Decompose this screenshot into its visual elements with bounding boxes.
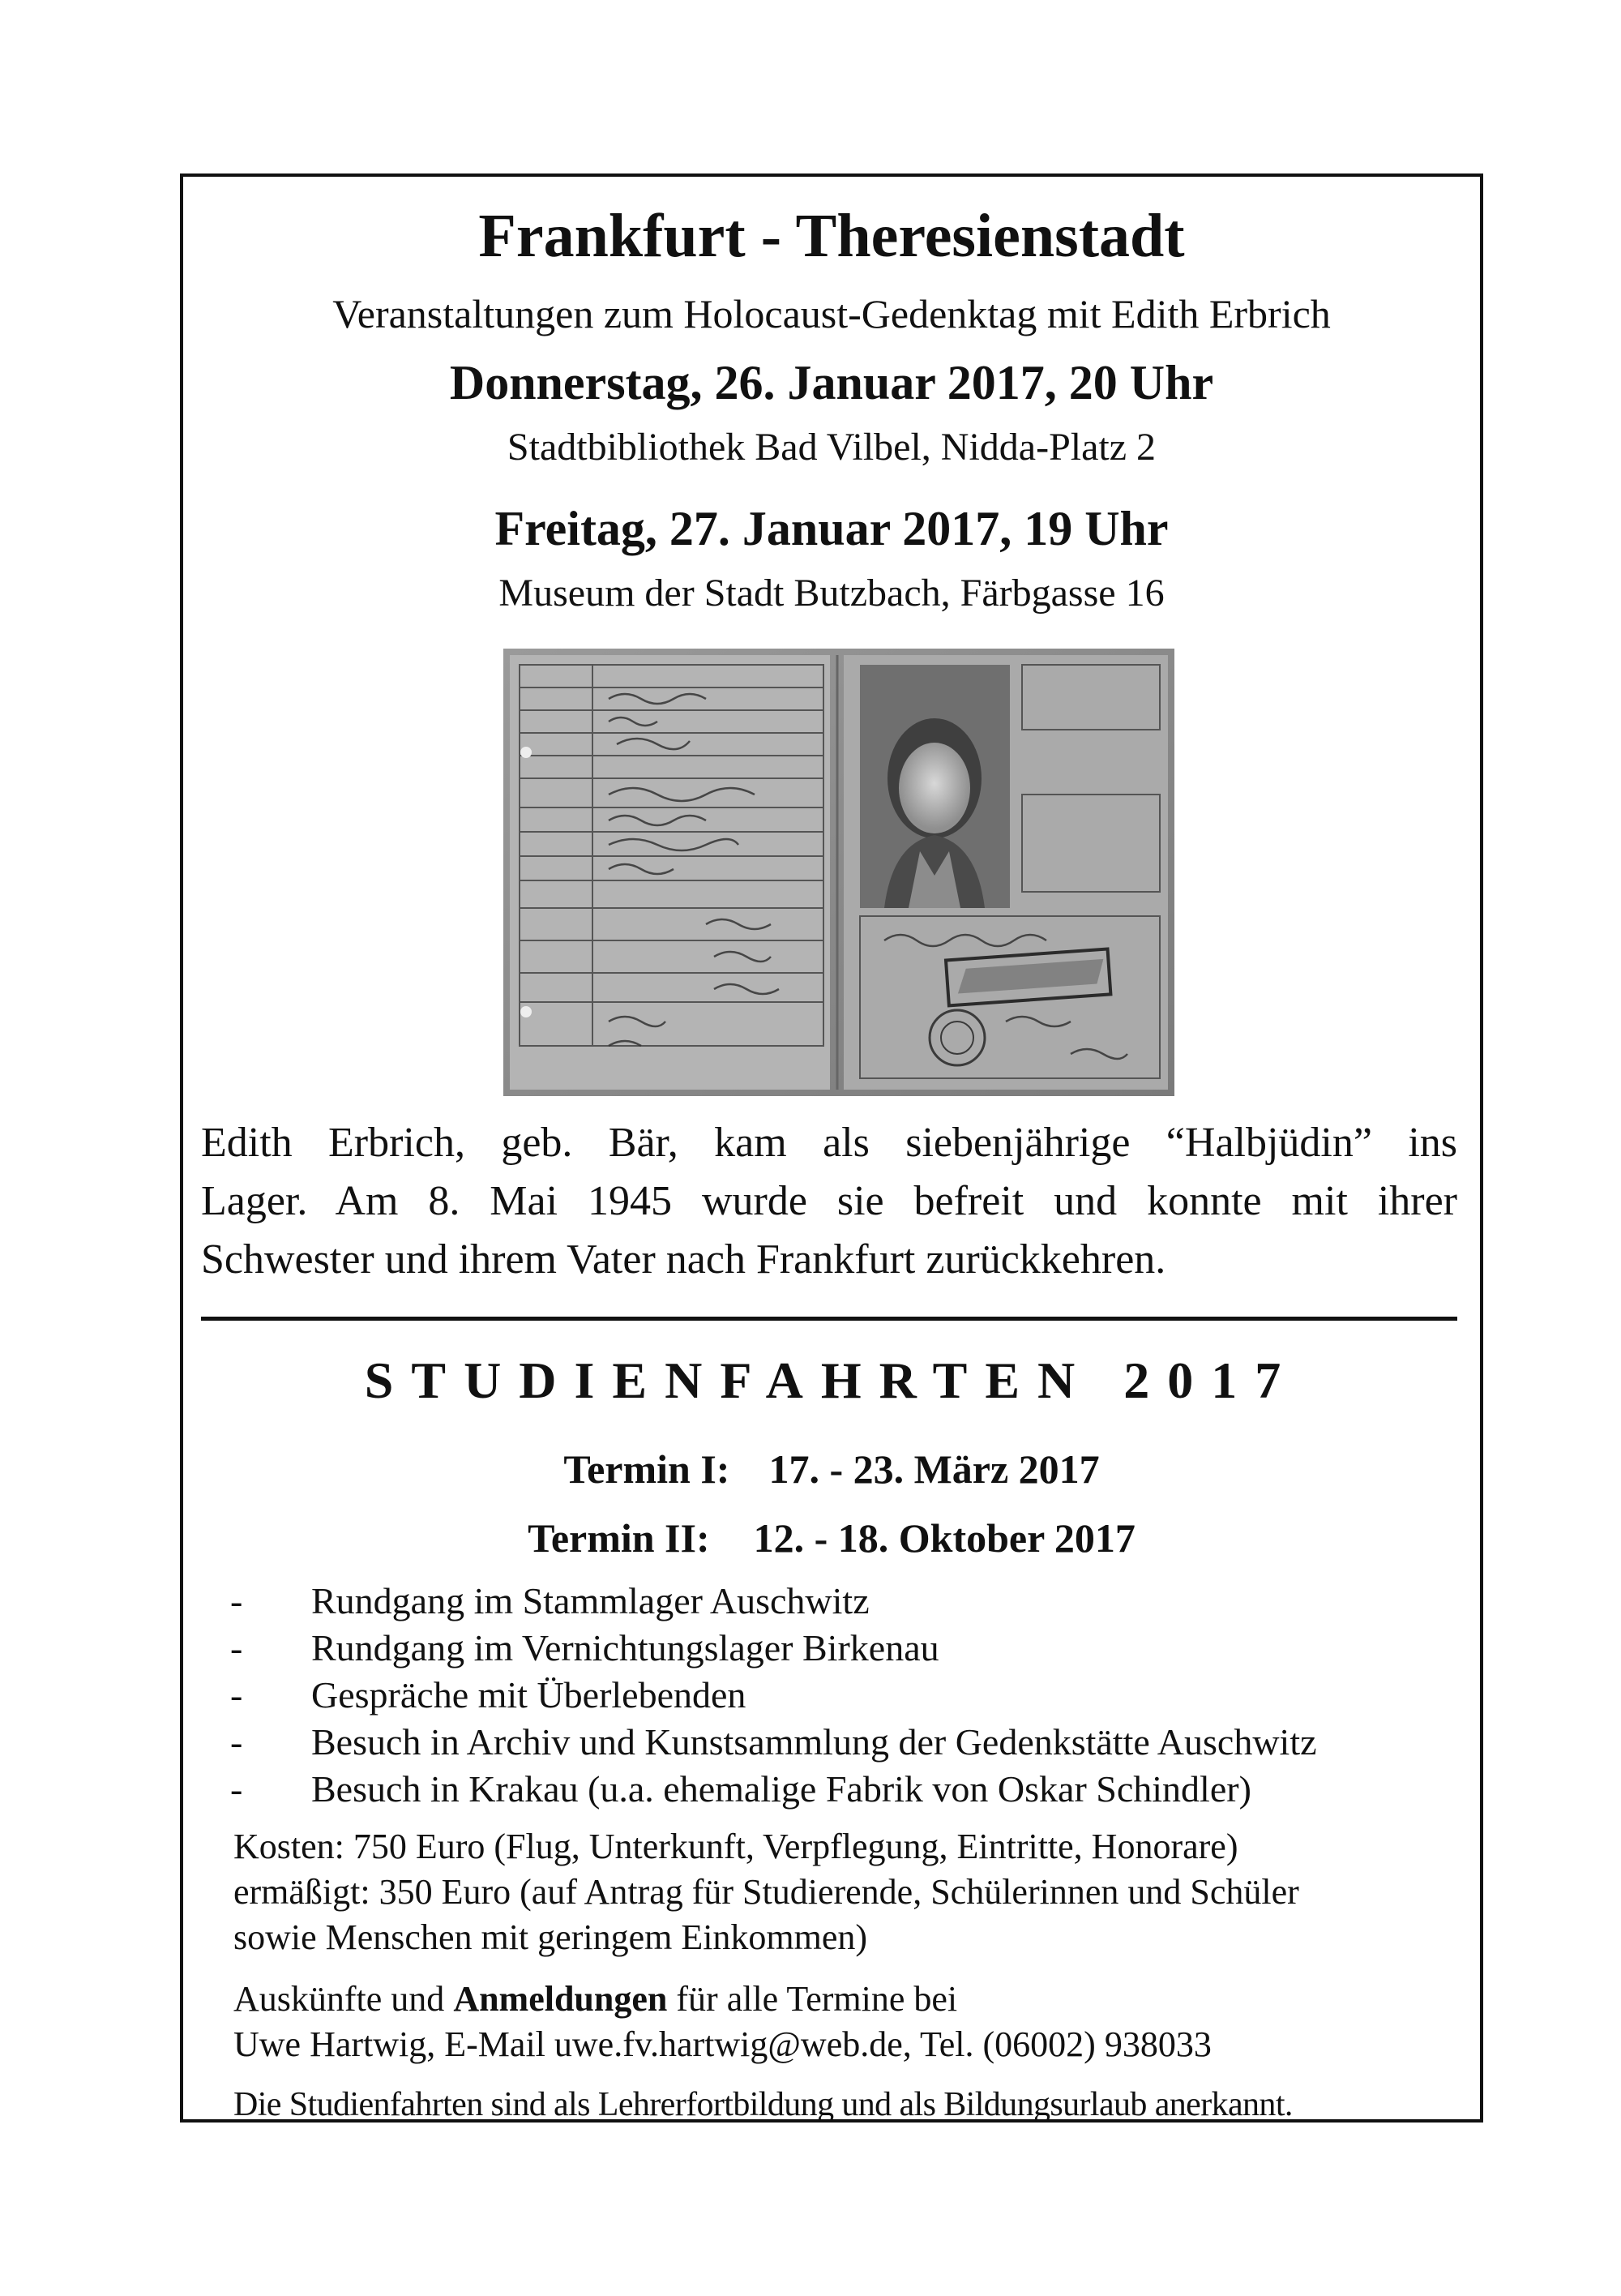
bullet-dash: -	[230, 1768, 243, 1810]
list-item-text: Gespräche mit Überlebenden	[311, 1674, 746, 1716]
event-1-location: Stadtbibliothek Bad Vilbel, Nidda-Platz 2	[507, 426, 1157, 469]
list-item	[230, 1672, 1317, 1719]
photo-caption	[201, 1114, 1457, 1289]
flyer-frame	[180, 173, 1483, 2123]
cost-line: Kosten: 750 Euro (Flug, Unterkunft, Verpflegung, Eintritte, Honorare)	[233, 1827, 1238, 1866]
cost-line: ermäßigt: 350 Euro (auf Antrag für Studierende, Schülerinnen und Schüler	[233, 1872, 1299, 1912]
contact-info	[233, 1977, 1212, 2067]
termin-1	[183, 1446, 1480, 1493]
cost-info	[233, 1824, 1299, 1960]
contact-emphasis: Anmeldungen	[453, 1979, 668, 2019]
flyer-subtitle: Veranstaltungen zum Holocaust-Gedenktag mit Edith Erbrich	[332, 291, 1331, 336]
identity-card-illustration	[503, 649, 1174, 1096]
section-divider	[201, 1317, 1457, 1321]
studienfahrten-title: STUDIENFAHRTEN 2017	[364, 1351, 1299, 1409]
termin-1-label: Termin I:	[563, 1446, 730, 1492]
identity-card-photo	[503, 649, 1174, 1096]
list-item-text: Besuch in Archiv und Kunstsammlung der Gedenkstätte Auschwitz	[311, 1721, 1317, 1763]
program-list	[230, 1578, 1317, 1813]
list-item-text: Besuch in Krakau (u.a. ehemalige Fabrik von Oskar Schindler)	[311, 1768, 1251, 1810]
caption-line: Edith Erbrich, geb. Bär, kam als siebenjährige “Halbjüdin” ins	[201, 1120, 1457, 1166]
flyer-title: Frankfurt - Theresienstadt	[478, 202, 1185, 270]
bullet-dash: -	[230, 1627, 243, 1668]
bullet-dash: -	[230, 1721, 243, 1763]
contact-suffix: für alle Termine bei	[667, 1979, 958, 2019]
event-1-date: Donnerstag, 26. Januar 2017, 20 Uhr	[449, 356, 1214, 409]
bullet-dash: -	[230, 1580, 243, 1621]
event-2-location: Museum der Stadt Butzbach, Färbgasse 16	[498, 572, 1165, 615]
termin-2-label: Termin II:	[528, 1515, 710, 1561]
list-item	[230, 1766, 1317, 1813]
caption-line: Lager. Am 8. Mai 1945 wurde sie befreit und konnte mit ihrer	[201, 1178, 1457, 1224]
contact-line-2: Uwe Hartwig, E-Mail uwe.fv.hartwig@web.de, Tel. (06002) 938033	[233, 2024, 1212, 2064]
bullet-dash: -	[230, 1674, 243, 1716]
termin-1-dates: 17. - 23. März 2017	[768, 1446, 1100, 1492]
accreditation-note: Die Studienfahrten sind als Lehrerfortbildung und als Bildungsurlaub anerkannt.	[233, 2086, 1293, 2123]
event-2-date: Freitag, 27. Januar 2017, 19 Uhr	[494, 502, 1169, 555]
contact-line-1	[233, 1977, 1212, 2022]
list-item-text: Rundgang im Vernichtungslager Birkenau	[311, 1627, 939, 1668]
left-page	[510, 655, 830, 1090]
list-item-text: Rundgang im Stammlager Auschwitz	[311, 1580, 870, 1621]
list-item	[230, 1578, 1317, 1625]
termin-2	[183, 1514, 1480, 1561]
list-item	[230, 1625, 1317, 1672]
termin-2-dates: 12. - 18. Oktober 2017	[753, 1515, 1136, 1561]
list-item	[230, 1719, 1317, 1766]
cost-line: sowie Menschen mit geringem Einkommen)	[233, 1917, 868, 1957]
caption-line: Schwester und ihrem Vater nach Frankfurt zurückkehren.	[201, 1236, 1166, 1283]
contact-prefix: Auskünfte und	[233, 1979, 454, 2019]
